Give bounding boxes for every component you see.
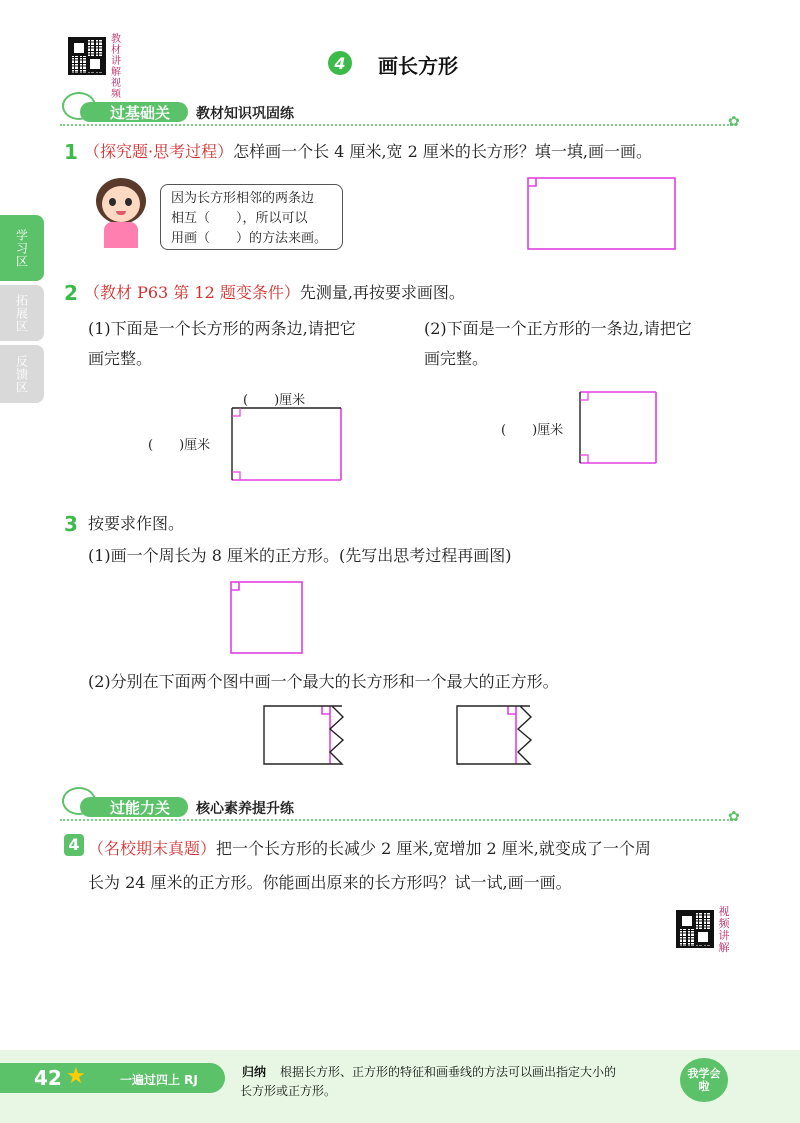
section-number-badge: 4: [328, 51, 352, 75]
q2-tag: （教材 P63 第 12 题变条件）: [84, 283, 300, 302]
q3-right-angle-2: [322, 706, 330, 714]
q4-number: 4: [64, 834, 84, 856]
q3-torn-figure-1: [264, 706, 343, 764]
q1-number: 1: [64, 140, 78, 164]
star-deco-icon: ✿: [728, 114, 740, 130]
q4-tag: （名校期末真题）: [88, 839, 217, 858]
star-deco-icon-2: ✿: [728, 809, 740, 825]
page-title: 画长方形: [378, 54, 458, 78]
q1-text: （探究题·思考过程）怎样画一个长 4 厘米,宽 2 厘米的长方形？填一填,画一画。: [84, 142, 652, 161]
summary-text: 根据长方形、正方形的特征和画垂线的方法可以画出指定大小的 长方形或正方形。: [240, 1065, 617, 1098]
q2-part2: (2)下面是一个正方形的一条边,请把它 画完整。: [424, 319, 692, 368]
page-number: 42: [34, 1066, 62, 1090]
basics-subtitle: 教材知识巩固练: [196, 106, 294, 122]
q2-label-left: ( )厘米: [148, 438, 211, 453]
brand-name: 一遍过四上 RJ: [120, 1073, 198, 1087]
q3-torn-figure-2: [457, 706, 531, 764]
q2-text: （教材 P63 第 12 题变条件）先测量,再按要求画图。: [84, 283, 465, 302]
side-tab-study[interactable]: 学习区: [0, 215, 44, 281]
q2-label-square: ( )厘米: [501, 423, 564, 438]
q1-hint-bubble: 因为长方形相邻的两条边 相互（ ），所以可以 用画（ ）的方法来画。: [160, 184, 343, 250]
q1-tag: （探究题·思考过程）: [84, 142, 234, 161]
video-qr-caption: 视频讲解: [718, 905, 730, 954]
q3-text: 按要求作图。: [88, 514, 185, 533]
q3-part1: (1)画一个周长为 8 厘米的正方形。(先写出思考过程再画图): [88, 546, 512, 565]
q2-part1: (1)下面是一个长方形的两条边,请把它 画完整。: [88, 319, 356, 368]
q2-label-top: ( )厘米: [243, 393, 306, 408]
q1-rectangle: [528, 178, 675, 249]
q3-number: 3: [64, 512, 78, 536]
q1-right-angle: [528, 178, 536, 186]
q3-right-angle: [231, 582, 239, 590]
summary-label: 归纳: [242, 1065, 267, 1079]
basics-banner: 过基础关: [80, 102, 188, 122]
mascot-star-icon: ★: [66, 1064, 86, 1089]
side-tab-feedback[interactable]: 反馈区: [0, 345, 44, 403]
q2-number: 2: [64, 281, 78, 305]
q3-square: [231, 582, 302, 653]
q4-text: （名校期末真题）把一个长方形的长减少 2 厘米,宽增加 2 厘米,就变成了一个周 长为 24 厘米的正方形。你能画出原来的长方形吗？试一试,画一画。: [88, 839, 651, 892]
qr-caption-left: 教材讲解视频: [111, 34, 121, 100]
q3-right-angle-3: [508, 706, 516, 714]
ability-banner: 过能力关: [80, 797, 188, 817]
side-tab-expand[interactable]: 拓展区: [0, 285, 44, 341]
q3-part2: (2)分别在下面两个图中画一个最大的长方形和一个最大的正方形。: [88, 672, 559, 691]
ability-subtitle: 核心素养提升练: [196, 801, 294, 817]
learned-badge: 我学会啦: [680, 1058, 728, 1102]
